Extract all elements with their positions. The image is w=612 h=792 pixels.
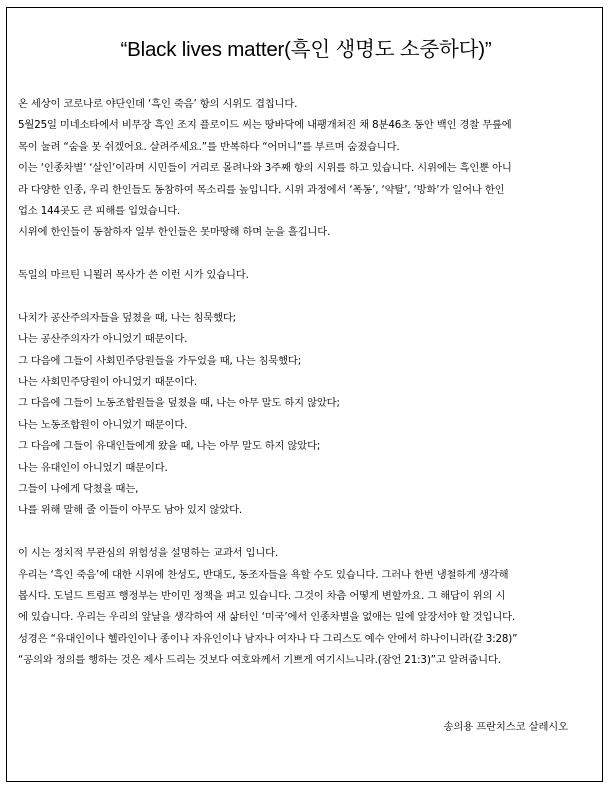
poem-line: 그들이 나에게 닥쳤을 때는,: [18, 483, 139, 496]
text-line: 이는 ‘인종차별’ ‘살인’이라며 시민들이 거리로 몰려나와 3주째 항의 시위를 하고 있습니다. 시위에는 흑인뿐 아니: [18, 162, 512, 175]
poem-line: 그 다음에 그들이 유대인들에게 왔을 때, 나는 아무 말도 하지 않았다;: [18, 440, 321, 453]
text-line: 봅시다. 도널드 트럼프 행정부는 반이민 정책을 펴고 있습니다. 그것이 차츰 어떻게 변할까요. 그 해답이 위의 시: [18, 589, 506, 602]
author-signature: 송의용 프란치스코 살레시오: [443, 721, 568, 733]
text-line: 성경은 “유대인이나 헬라인이나 종이나 자유인이나 남자나 여자나 다 그리스도 예수 안에서 하나이니라(갈 3:28)”: [18, 632, 518, 645]
paragraph-gap: [18, 244, 598, 265]
text-line: 온 세상이 코로나로 야단인데 ‘흑인 죽음’ 항의 시위도 겹칩니다.: [18, 98, 298, 110]
text-line: 업소 144곳도 큰 피해를 입었습니다.: [18, 204, 181, 217]
text-line: 목이 눌려 “숨을 못 쉬겠어요. 살려주세요.”를 반복하다 “어머니”를 부르며 숨졌습니다.: [18, 140, 400, 153]
paragraph-gap: [18, 287, 598, 308]
poem-line: 나를 위해 말해 줄 이들이 아무도 남아 있지 않았다.: [18, 504, 243, 517]
text-line: 시위에 한인들이 동참하자 일부 한인들은 못마땅해 하며 눈을 흘깁니다.: [18, 226, 331, 239]
text-line: 독일의 마르틴 니묄러 목사가 쓴 이런 시가 있습니다.: [18, 269, 249, 282]
poem-line: 그 다음에 그들이 사회민주당원들을 가두었을 때, 나는 침묵했다;: [18, 354, 302, 367]
text-line: 5월25일 미네소타에서 비무장 흑인 조지 플로이드 씨는 땅바닥에 내팽개쳐진 채 8분46초 동안 백인 경찰 무릎에: [18, 119, 512, 132]
text-line: 우리는 ‘흑인 죽음’에 대한 시위에 찬성도, 반대도, 동조자들을 욕할 수도 있습니다. 그러나 한번 냉철하게 생각해: [18, 568, 509, 581]
document-title: “Black lives matter(흑인 생명도 소중하다)”: [120, 38, 492, 61]
text-line: 에 있습니다. 우리는 우리의 앞날을 생각하여 새 삶터인 ‘미국’에서 인종차별을 없애는 일에 앞장서야 할 것입니다.: [18, 611, 516, 624]
text-line: 라 다양한 인종, 우리 한인들도 동참하여 목소리를 높입니다. 시위 과정에서 ‘폭동’, ‘약탈’, ‘방화’가 일어나 한인: [18, 183, 505, 196]
poem-line: 그 다음에 그들이 노동조합원들을 덮쳤을 때, 나는 아무 말도 하지 않았다;: [18, 397, 340, 410]
paragraph-gap: [18, 522, 598, 543]
poem-line: 나는 공산주의자가 아니었기 때문이다.: [18, 333, 188, 346]
text-line: “공의와 정의를 행하는 것은 제사 드리는 것보다 여호와께서 기쁘게 여기시느니라.(잠언 21:3)”고 알려줍니다.: [18, 654, 501, 667]
text-line: 이 시는 정치적 무관심의 위험성을 설명하는 교과서 입니다.: [18, 547, 279, 560]
poem-line: 나는 노동조합원이 아니었기 때문이다.: [18, 418, 188, 431]
poem-line: 나는 사회민주당원이 아니었기 때문이다.: [18, 376, 198, 389]
poem-line: 나치가 공산주의자들을 덮쳤을 때, 나는 침묵했다;: [18, 311, 236, 324]
poem-line: 나는 유대인이 아니었기 때문이다.: [18, 461, 168, 474]
document-body: [18, 94, 598, 672]
